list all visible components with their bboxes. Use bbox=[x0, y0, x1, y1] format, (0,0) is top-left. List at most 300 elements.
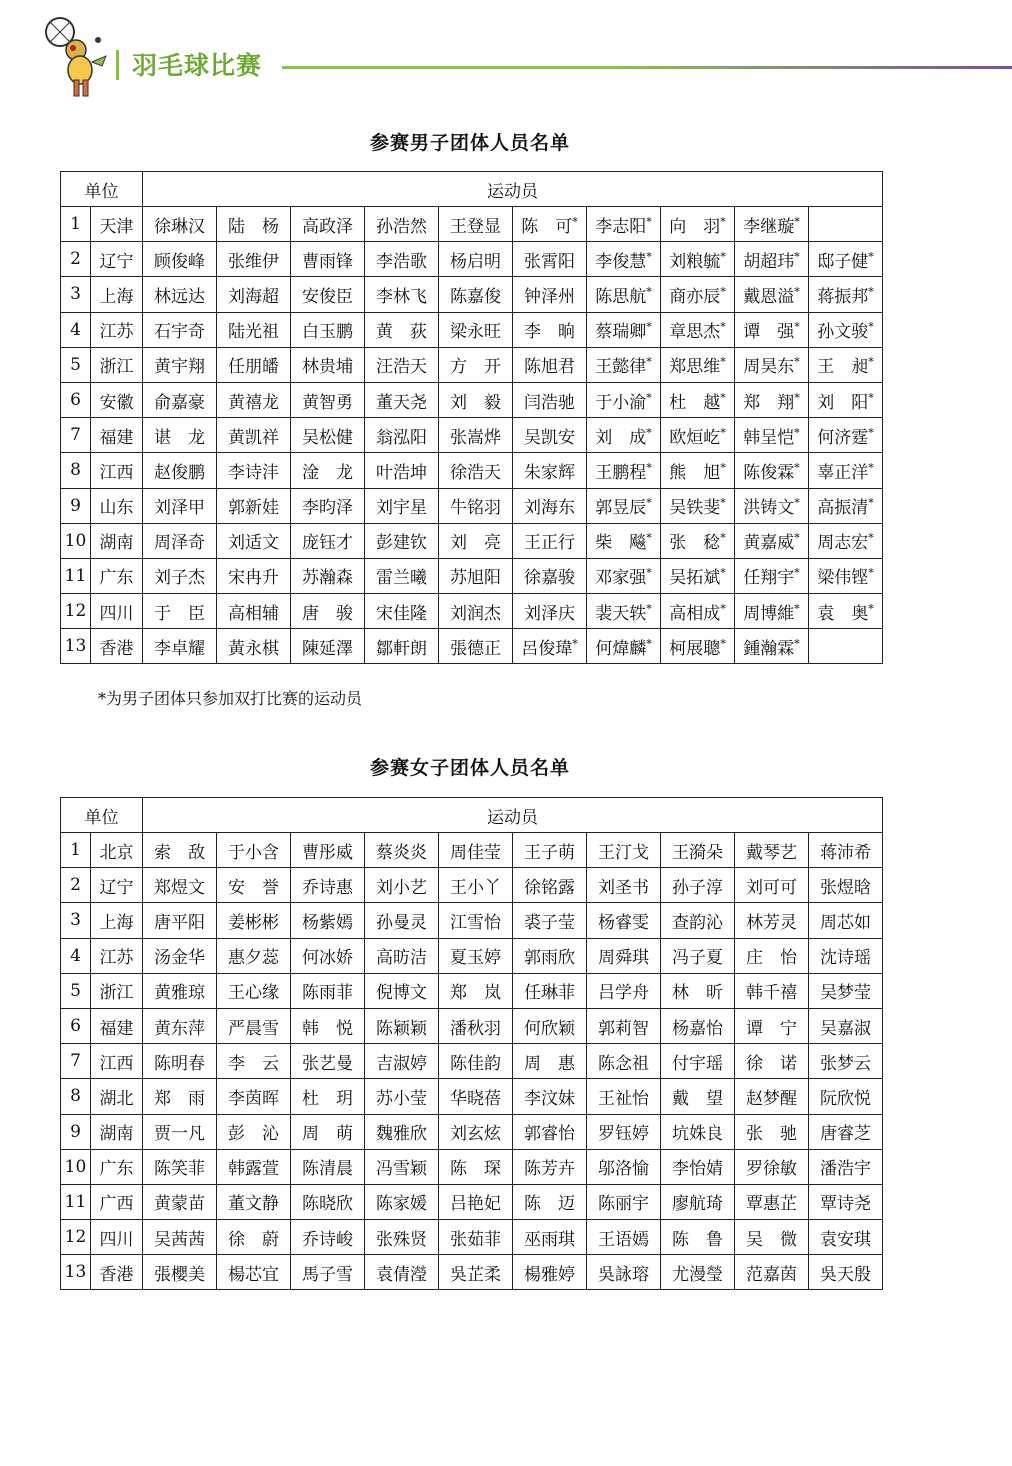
row-number: 11 bbox=[61, 1184, 91, 1219]
athlete-cell: 陆光祖 bbox=[217, 312, 291, 347]
table-row bbox=[61, 1008, 883, 1043]
athlete-cell: 陈晓欣 bbox=[291, 1184, 365, 1219]
table-row bbox=[61, 1114, 883, 1149]
athlete-cell: 汤金华 bbox=[143, 938, 217, 973]
athlete-cell: 王正行 bbox=[513, 523, 587, 558]
table-row bbox=[61, 833, 883, 868]
doubles-only-mark: * bbox=[720, 390, 726, 404]
row-number: 13 bbox=[61, 629, 91, 664]
athlete-cell: 陈佳韵 bbox=[439, 1044, 513, 1079]
athlete-cell: 李怡婧 bbox=[661, 1149, 735, 1184]
athlete-cell: 陈家媛 bbox=[365, 1184, 439, 1219]
athlete-cell: 洪铸文* bbox=[735, 488, 809, 523]
doubles-only-mark: * bbox=[794, 566, 800, 580]
athlete-cell: 李卓耀 bbox=[143, 629, 217, 664]
doubles-only-mark: * bbox=[794, 461, 800, 475]
athlete-cell: 裘子莹 bbox=[513, 903, 587, 938]
doubles-only-mark: * bbox=[720, 637, 726, 651]
athlete-cell: 罗徐敏 bbox=[735, 1149, 809, 1184]
athlete-cell: 钟泽州 bbox=[513, 277, 587, 312]
athlete-cell: 潘秋羽 bbox=[439, 1008, 513, 1043]
men-roster-table bbox=[60, 171, 883, 664]
unit-cell: 安徽 bbox=[91, 382, 143, 417]
unit-cell: 辽宁 bbox=[91, 868, 143, 903]
athlete-cell: 陈俊霖* bbox=[735, 453, 809, 488]
athlete-cell: 高相辅 bbox=[217, 594, 291, 629]
athlete-cell: 潘浩宇 bbox=[809, 1149, 883, 1184]
athlete-cell: 庞钰才 bbox=[291, 523, 365, 558]
athlete-cell bbox=[809, 629, 883, 664]
athlete-cell: 王登显 bbox=[439, 207, 513, 242]
athlete-cell: 刘粮毓* bbox=[661, 242, 735, 277]
athlete-cell: 刘 成* bbox=[587, 418, 661, 453]
athlete-cell: 倪博文 bbox=[365, 973, 439, 1008]
athlete-cell: 安俊臣 bbox=[291, 277, 365, 312]
athlete-cell: 袁 奥* bbox=[809, 594, 883, 629]
athlete-cell: 索 敌 bbox=[143, 833, 217, 868]
athlete-cell: 闫浩驰 bbox=[513, 382, 587, 417]
athlete-cell: 吴松健 bbox=[291, 418, 365, 453]
athlete-cell: 冯子夏 bbox=[661, 938, 735, 973]
athlete-cell: 郑思维* bbox=[661, 347, 735, 382]
row-number: 8 bbox=[61, 1079, 91, 1114]
athlete-cell: 郑 雨 bbox=[143, 1079, 217, 1114]
athlete-cell: 陈 鲁 bbox=[661, 1220, 735, 1255]
athlete-cell: 何冰娇 bbox=[291, 938, 365, 973]
athlete-cell: 李志阳* bbox=[587, 207, 661, 242]
athlete-cell: 何济霆* bbox=[809, 418, 883, 453]
athlete-cell: 柴 飚* bbox=[587, 523, 661, 558]
row-number: 5 bbox=[61, 347, 91, 382]
athlete-cell: 覃诗尧 bbox=[809, 1184, 883, 1219]
unit-cell: 香港 bbox=[91, 1255, 143, 1290]
athlete-cell: 陈嘉俊 bbox=[439, 277, 513, 312]
doubles-only-mark: * bbox=[868, 320, 874, 334]
athlete-cell: 裴天轶* bbox=[587, 594, 661, 629]
unit-cell: 江苏 bbox=[91, 938, 143, 973]
athlete-cell: 张艺曼 bbox=[291, 1044, 365, 1079]
doubles-only-mark: * bbox=[646, 461, 652, 475]
column-header-unit: 单位 bbox=[61, 798, 143, 833]
athlete-cell: 蒋沛希 bbox=[809, 833, 883, 868]
unit-cell: 北京 bbox=[91, 833, 143, 868]
athlete-cell: 任琳菲 bbox=[513, 973, 587, 1008]
athlete-cell: 陈念祖 bbox=[587, 1044, 661, 1079]
athlete-cell: 查韵沁 bbox=[661, 903, 735, 938]
athlete-cell: 刘子杰 bbox=[143, 558, 217, 593]
unit-cell: 浙江 bbox=[91, 973, 143, 1008]
doubles-only-mark: * bbox=[646, 390, 652, 404]
doubles-only-mark: * bbox=[868, 566, 874, 580]
athlete-cell: 林远达 bbox=[143, 277, 217, 312]
unit-cell: 江西 bbox=[91, 453, 143, 488]
athlete-cell: 巫雨琪 bbox=[513, 1220, 587, 1255]
athlete-cell: 吴铁斐* bbox=[661, 488, 735, 523]
athlete-cell: 孙文骏* bbox=[809, 312, 883, 347]
athlete-cell: 朱家辉 bbox=[513, 453, 587, 488]
doubles-only-mark: * bbox=[868, 602, 874, 615]
athlete-cell: 阮欣悦 bbox=[809, 1079, 883, 1114]
athlete-cell: 华晓蓓 bbox=[439, 1079, 513, 1114]
row-number: 7 bbox=[61, 418, 91, 453]
row-number: 3 bbox=[61, 903, 91, 938]
athlete-cell: 林 昕 bbox=[661, 973, 735, 1008]
doubles-only-mark: * bbox=[868, 250, 874, 264]
athlete-cell: 吳芷柔 bbox=[439, 1255, 513, 1290]
athlete-cell: 陳延澤 bbox=[291, 629, 365, 664]
doubles-only-mark: * bbox=[794, 531, 800, 545]
athlete-cell: 蔡炎炎 bbox=[365, 833, 439, 868]
unit-cell: 山东 bbox=[91, 488, 143, 523]
row-number: 5 bbox=[61, 973, 91, 1008]
athlete-cell: 李茵晖 bbox=[217, 1079, 291, 1114]
athlete-cell: 姜彬彬 bbox=[217, 903, 291, 938]
athlete-cell: 曹雨锋 bbox=[291, 242, 365, 277]
athlete-cell: 乔诗惠 bbox=[291, 868, 365, 903]
athlete-cell: 高政泽 bbox=[291, 207, 365, 242]
athlete-cell: 李林飞 bbox=[365, 277, 439, 312]
athlete-cell: 刘海超 bbox=[217, 277, 291, 312]
athlete-cell: 李 晌 bbox=[513, 312, 587, 347]
athlete-cell: 孙浩然 bbox=[365, 207, 439, 242]
athlete-cell: 陈 可* bbox=[513, 207, 587, 242]
table-row bbox=[61, 1255, 883, 1290]
athlete-cell: 江雪怡 bbox=[439, 903, 513, 938]
athlete-cell: 刘可可 bbox=[735, 868, 809, 903]
athlete-cell: 梁永旺 bbox=[439, 312, 513, 347]
doubles-only-mark: * bbox=[794, 390, 800, 404]
athlete-cell: 周舜琪 bbox=[587, 938, 661, 973]
athlete-cell: 沈诗瑶 bbox=[809, 938, 883, 973]
row-number: 3 bbox=[61, 277, 91, 312]
athlete-cell: 邓家强* bbox=[587, 558, 661, 593]
athlete-cell: 鍾瀚霖* bbox=[735, 629, 809, 664]
athlete-cell: 杨睿雯 bbox=[587, 903, 661, 938]
doubles-only-mark: * bbox=[720, 250, 726, 264]
athlete-cell: 王 昶* bbox=[809, 347, 883, 382]
athlete-cell: 王心缘 bbox=[217, 973, 291, 1008]
athlete-cell: 邸子健* bbox=[809, 242, 883, 277]
doubles-only-mark: * bbox=[794, 637, 800, 651]
table-row bbox=[61, 558, 883, 593]
athlete-cell: 王懿律* bbox=[587, 347, 661, 382]
athlete-cell: 牛铭羽 bbox=[439, 488, 513, 523]
athlete-cell: 陈 琛 bbox=[439, 1149, 513, 1184]
doubles-only-mark: * bbox=[720, 355, 726, 369]
athlete-cell: 陈笑菲 bbox=[143, 1149, 217, 1184]
doubles-only-mark: * bbox=[794, 285, 800, 299]
table-row bbox=[61, 594, 883, 629]
athlete-cell: 王鹏程* bbox=[587, 453, 661, 488]
unit-cell: 福建 bbox=[91, 418, 143, 453]
athlete-cell: 吴拓斌* bbox=[661, 558, 735, 593]
men-footnote: *为男子团体只参加双打比赛的运动员 bbox=[98, 689, 363, 708]
doubles-only-mark: * bbox=[720, 426, 726, 440]
column-header-athletes: 运动员 bbox=[143, 798, 883, 833]
doubles-only-mark: * bbox=[646, 214, 652, 228]
doubles-only-mark: * bbox=[720, 461, 726, 475]
athlete-cell: 曹彤威 bbox=[291, 833, 365, 868]
row-number: 2 bbox=[61, 242, 91, 277]
athlete-cell: 鄒軒朗 bbox=[365, 629, 439, 664]
athlete-cell: 章思杰* bbox=[661, 312, 735, 347]
table-row bbox=[61, 1044, 883, 1079]
athlete-cell: 孙曼灵 bbox=[365, 903, 439, 938]
table-row bbox=[61, 973, 883, 1008]
doubles-only-mark: * bbox=[720, 496, 726, 510]
athlete-cell: 刘宇星 bbox=[365, 488, 439, 523]
doubles-only-mark: * bbox=[794, 496, 800, 510]
athlete-cell: 徐琳汉 bbox=[143, 207, 217, 242]
athlete-cell: 黄宇翔 bbox=[143, 347, 217, 382]
athlete-cell: 林芳灵 bbox=[735, 903, 809, 938]
page-section-title: 羽毛球比赛 bbox=[132, 51, 263, 80]
table-row bbox=[61, 453, 883, 488]
athlete-cell: 王漪朵 bbox=[661, 833, 735, 868]
table-row bbox=[61, 242, 883, 277]
athlete-cell: 吉淑婷 bbox=[365, 1044, 439, 1079]
athlete-cell: 刘 毅 bbox=[439, 382, 513, 417]
athlete-cell: 孙子淳 bbox=[661, 868, 735, 903]
doubles-only-mark: * bbox=[720, 566, 726, 580]
athlete-cell: 林贵埔 bbox=[291, 347, 365, 382]
athlete-cell: 何欣颖 bbox=[513, 1008, 587, 1043]
athlete-cell: 杜 玥 bbox=[291, 1079, 365, 1114]
doubles-only-mark: * bbox=[572, 637, 578, 651]
athlete-cell: 宋佳隆 bbox=[365, 594, 439, 629]
athlete-cell: 安 誉 bbox=[217, 868, 291, 903]
athlete-cell: 唐睿芝 bbox=[809, 1114, 883, 1149]
athlete-cell: 戴恩溢* bbox=[735, 277, 809, 312]
athlete-cell: 韩呈恺* bbox=[735, 418, 809, 453]
athlete-cell: 吳詠瑢 bbox=[587, 1255, 661, 1290]
athlete-cell: 徐铭露 bbox=[513, 868, 587, 903]
athlete-cell: 吕艳妃 bbox=[439, 1184, 513, 1219]
athlete-cell: 周泽奇 bbox=[143, 523, 217, 558]
unit-cell: 湖南 bbox=[91, 1114, 143, 1149]
athlete-cell: 刘玄炫 bbox=[439, 1114, 513, 1149]
athlete-cell: 何煒麟* bbox=[587, 629, 661, 664]
doubles-only-mark: * bbox=[868, 390, 874, 404]
unit-cell: 湖南 bbox=[91, 523, 143, 558]
athlete-cell: 高昉洁 bbox=[365, 938, 439, 973]
athlete-cell: 张茹菲 bbox=[439, 1220, 513, 1255]
athlete-cell: 蒋振邦* bbox=[809, 277, 883, 312]
athlete-cell: 陈旭君 bbox=[513, 347, 587, 382]
athlete-cell: 汪浩天 bbox=[365, 347, 439, 382]
athlete-cell: 黄嘉威* bbox=[735, 523, 809, 558]
row-number: 1 bbox=[61, 207, 91, 242]
athlete-cell: 郭雨欣 bbox=[513, 938, 587, 973]
row-number: 10 bbox=[61, 1149, 91, 1184]
unit-cell: 香港 bbox=[91, 629, 143, 664]
athlete-cell: 陈颖颖 bbox=[365, 1008, 439, 1043]
doubles-only-mark: * bbox=[646, 250, 652, 264]
athlete-cell: 李浩歌 bbox=[365, 242, 439, 277]
athlete-cell: 杨紫嫣 bbox=[291, 903, 365, 938]
athlete-cell: 郭莉智 bbox=[587, 1008, 661, 1043]
athlete-cell: 谭 强* bbox=[735, 312, 809, 347]
athlete-cell: 周芯如 bbox=[809, 903, 883, 938]
doubles-only-mark: * bbox=[720, 214, 726, 228]
row-number: 13 bbox=[61, 1255, 91, 1290]
athlete-cell: 王祉怡 bbox=[587, 1079, 661, 1114]
athlete-cell: 陆 杨 bbox=[217, 207, 291, 242]
athlete-cell: 雷兰曦 bbox=[365, 558, 439, 593]
athlete-cell: 于小渝* bbox=[587, 382, 661, 417]
athlete-cell: 吕学舟 bbox=[587, 973, 661, 1008]
table-row bbox=[61, 347, 883, 382]
men-table-title: 参赛男子团体人员名单 bbox=[369, 132, 570, 154]
table-row bbox=[61, 903, 883, 938]
men-table-body bbox=[61, 207, 883, 664]
athlete-cell: 覃惠芷 bbox=[735, 1184, 809, 1219]
doubles-only-mark: * bbox=[794, 355, 800, 369]
athlete-cell: 徐 蔚 bbox=[217, 1220, 291, 1255]
doubles-only-mark: * bbox=[646, 531, 652, 545]
row-number: 2 bbox=[61, 868, 91, 903]
athlete-cell: 邬洛愉 bbox=[587, 1149, 661, 1184]
athlete-cell: 王小丫 bbox=[439, 868, 513, 903]
row-number: 12 bbox=[61, 1220, 91, 1255]
athlete-cell: 张嵩烨 bbox=[439, 418, 513, 453]
athlete-cell: 徐 诺 bbox=[735, 1044, 809, 1079]
table-row bbox=[61, 868, 883, 903]
table-row bbox=[61, 629, 883, 664]
unit-cell: 天津 bbox=[91, 207, 143, 242]
row-number: 1 bbox=[61, 833, 91, 868]
athlete-cell: 彭 沁 bbox=[217, 1114, 291, 1149]
athlete-cell: 周博維* bbox=[735, 594, 809, 629]
athlete-cell: 苏小莹 bbox=[365, 1079, 439, 1114]
athlete-cell: 黄东萍 bbox=[143, 1008, 217, 1043]
table-row bbox=[61, 1184, 883, 1219]
athlete-cell: 楊芯宜 bbox=[217, 1255, 291, 1290]
athlete-cell: 李继璇* bbox=[735, 207, 809, 242]
table-row bbox=[61, 207, 883, 242]
athlete-cell: 陈芳卉 bbox=[513, 1149, 587, 1184]
athlete-cell: 任翔宇* bbox=[735, 558, 809, 593]
athlete-cell: 刘 亮 bbox=[439, 523, 513, 558]
athlete-cell: 刘泽庆 bbox=[513, 594, 587, 629]
athlete-cell: 谭 宁 bbox=[735, 1008, 809, 1043]
athlete-cell: 韩千禧 bbox=[735, 973, 809, 1008]
athlete-cell: 罗钰婷 bbox=[587, 1114, 661, 1149]
athlete-cell: 郑 岚 bbox=[439, 973, 513, 1008]
athlete-cell: 唐平阳 bbox=[143, 903, 217, 938]
athlete-cell: 杜 越* bbox=[661, 382, 735, 417]
athlete-cell: 李昀泽 bbox=[291, 488, 365, 523]
doubles-only-mark: * bbox=[646, 320, 652, 334]
athlete-cell: 黃永棋 bbox=[217, 629, 291, 664]
unit-cell: 浙江 bbox=[91, 347, 143, 382]
athlete-cell: 陈丽宇 bbox=[587, 1184, 661, 1219]
table-row bbox=[61, 523, 883, 558]
table-row bbox=[61, 277, 883, 312]
athlete-cell: 黄 荻 bbox=[365, 312, 439, 347]
athlete-cell: 陈思航* bbox=[587, 277, 661, 312]
unit-cell: 广东 bbox=[91, 1149, 143, 1184]
athlete-cell: 于 臣 bbox=[143, 594, 217, 629]
athlete-cell: 韩 悦 bbox=[291, 1008, 365, 1043]
athlete-cell: 陈清晨 bbox=[291, 1149, 365, 1184]
athlete-cell: 吴嘉淑 bbox=[809, 1008, 883, 1043]
athlete-cell: 张殊贤 bbox=[365, 1220, 439, 1255]
athlete-cell: 顾俊峰 bbox=[143, 242, 217, 277]
athlete-cell: 柯展聰* bbox=[661, 629, 735, 664]
athlete-cell: 杨嘉怡 bbox=[661, 1008, 735, 1043]
unit-cell: 上海 bbox=[91, 277, 143, 312]
athlete-cell: 淦 龙 bbox=[291, 453, 365, 488]
athlete-cell: 翁泓阳 bbox=[365, 418, 439, 453]
athlete-cell: 周 惠 bbox=[513, 1044, 587, 1079]
athlete-cell: 冯雪颖 bbox=[365, 1149, 439, 1184]
athlete-cell: 黄蒙苗 bbox=[143, 1184, 217, 1219]
doubles-only-mark: * bbox=[720, 320, 726, 334]
women-table-body bbox=[61, 833, 883, 1290]
athlete-cell: 王语嫣 bbox=[587, 1220, 661, 1255]
athlete-cell: 张维伊 bbox=[217, 242, 291, 277]
doubles-only-mark: * bbox=[720, 602, 726, 615]
table-row bbox=[61, 382, 883, 417]
athlete-cell: 李 云 bbox=[217, 1044, 291, 1079]
doubles-only-mark: * bbox=[868, 461, 874, 475]
athlete-cell: 黄智勇 bbox=[291, 382, 365, 417]
doubles-only-mark: * bbox=[794, 426, 800, 440]
athlete-cell: 范嘉茵 bbox=[735, 1255, 809, 1290]
athlete-cell: 任朋皤 bbox=[217, 347, 291, 382]
athlete-cell: 徐嘉骏 bbox=[513, 558, 587, 593]
athlete-cell: 梁伟铿* bbox=[809, 558, 883, 593]
athlete-cell: 黄凯祥 bbox=[217, 418, 291, 453]
athlete-cell: 谌 龙 bbox=[143, 418, 217, 453]
athlete-cell: 廖航琦 bbox=[661, 1184, 735, 1219]
athlete-cell: 苏瀚森 bbox=[291, 558, 365, 593]
doubles-only-mark: * bbox=[794, 602, 800, 615]
table-row bbox=[61, 1149, 883, 1184]
table-row bbox=[61, 938, 883, 973]
athlete-cell: 熊 旭* bbox=[661, 453, 735, 488]
athlete-cell: 楊雅婷 bbox=[513, 1255, 587, 1290]
athlete-cell: 夏玉婷 bbox=[439, 938, 513, 973]
athlete-cell: 宋冉升 bbox=[217, 558, 291, 593]
athlete-cell: 向 羽* bbox=[661, 207, 735, 242]
athlete-cell: 戴琴艺 bbox=[735, 833, 809, 868]
doubles-only-mark: * bbox=[868, 496, 874, 510]
athlete-cell: 彭建钦 bbox=[365, 523, 439, 558]
column-header-athletes: 运动员 bbox=[143, 172, 883, 207]
unit-cell: 广东 bbox=[91, 558, 143, 593]
athlete-cell: 吳天殷 bbox=[809, 1255, 883, 1290]
row-number: 4 bbox=[61, 938, 91, 973]
athlete-cell: 惠夕蕊 bbox=[217, 938, 291, 973]
table-row bbox=[61, 312, 883, 347]
athlete-cell: 赵俊鹏 bbox=[143, 453, 217, 488]
athlete-cell: 郭昱辰* bbox=[587, 488, 661, 523]
athlete-cell: 张 驰 bbox=[735, 1114, 809, 1149]
athlete-cell: 刘适文 bbox=[217, 523, 291, 558]
athlete-cell: 于小含 bbox=[217, 833, 291, 868]
row-number: 9 bbox=[61, 488, 91, 523]
doubles-only-mark: * bbox=[646, 285, 652, 299]
athlete-cell: 刘小艺 bbox=[365, 868, 439, 903]
athlete-cell: 方 开 bbox=[439, 347, 513, 382]
athlete-cell: 叶浩坤 bbox=[365, 453, 439, 488]
athlete-cell: 欧烜屹* bbox=[661, 418, 735, 453]
row-number: 4 bbox=[61, 312, 91, 347]
athlete-cell: 赵梦醒 bbox=[735, 1079, 809, 1114]
doubles-only-mark: * bbox=[868, 355, 874, 369]
